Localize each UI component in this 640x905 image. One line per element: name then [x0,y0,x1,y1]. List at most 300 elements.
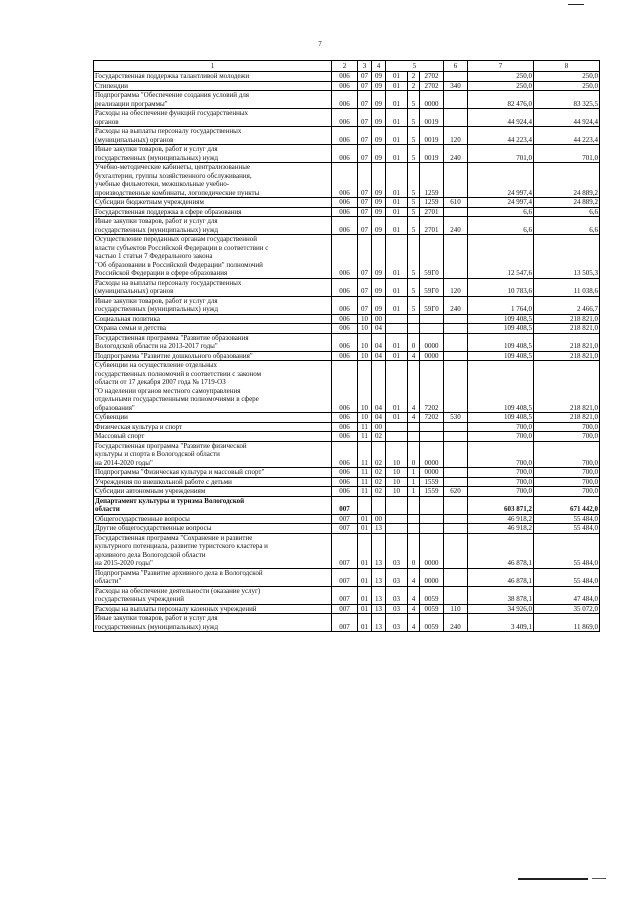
table-row [94,422,600,432]
row-cell-c5b: 1 [408,468,420,478]
row-cell-c4: 04 [372,361,386,413]
row-name-cell: Субвенции на осуществление отдельных государственных полномочий в соответствии с законом области от 17 декабря 2007 года № 1719-ОЗ "О наделении органов местного самоуправления отдельными государственными полномочиями в сфере образования" [94,361,332,413]
row-cell-c5c [420,422,444,432]
row-cell-c8: 218 821,0 [534,361,600,413]
table-row [94,324,600,334]
row-cell-c8: 55 484,0 [534,533,600,568]
table-row [94,361,600,413]
row-cell-c7: 44 223,4 [468,127,534,145]
row-cell-c3: 11 [358,432,372,442]
row-cell-c7: 109 408,5 [468,413,534,423]
row-cell-c5c: 0059 [420,586,444,604]
row-cell-c6: 530 [444,413,468,423]
row-cell-c4: 13 [372,586,386,604]
row-cell-c8: 700,0 [534,477,600,487]
row-cell-c3: 01 [358,524,372,534]
row-cell-c4: 13 [372,614,386,632]
row-cell-c5b: 5 [408,163,420,198]
row-cell-c5a: 01 [386,296,408,314]
row-cell-c3: 07 [358,163,372,198]
row-cell-c7: 700,0 [468,477,534,487]
row-cell-c7: 700,0 [468,468,534,478]
row-name-cell: Другие общегосударственные вопросы [94,524,332,534]
table-row [94,198,600,208]
row-cell-c6 [444,333,468,351]
row-cell-c7: 24 997,4 [468,163,534,198]
row-cell-c5b [408,432,420,442]
row-cell-c3: 01 [358,586,372,604]
row-cell-c7: 109 408,5 [468,333,534,351]
row-cell-c8: 6,6 [534,207,600,217]
row-cell-c5a [386,422,408,432]
row-cell-c6 [444,468,468,478]
row-cell-c4: 09 [372,296,386,314]
row-cell-c5c: 7202 [420,361,444,413]
row-cell-c3: 07 [358,235,372,279]
row-cell-c6 [444,207,468,217]
row-cell-c4: 09 [372,217,386,235]
row-cell-c7: 6,6 [468,217,534,235]
table-row [94,278,600,296]
row-cell-c2: 006 [332,207,358,217]
row-cell-c3: 11 [358,487,372,497]
row-cell-c5c: 0019 [420,127,444,145]
row-name-cell: Государственная программа "Развитие физической культуры и спорта в Вологодской области на 2014-2020 годы" [94,441,332,468]
row-cell-c5b [408,422,420,432]
row-name-cell: Массовый спорт [94,432,332,442]
row-cell-c5c: 7202 [420,413,444,423]
header-cell-8: 8 [534,61,600,72]
row-cell-c3: 01 [358,614,372,632]
row-cell-c5c [420,432,444,442]
row-cell-c5b: 4 [408,413,420,423]
row-cell-c6: 120 [444,278,468,296]
row-cell-c5b: 5 [408,127,420,145]
row-cell-c2: 006 [332,432,358,442]
row-cell-c6: 240 [444,145,468,163]
row-cell-c8: 55 484,0 [534,568,600,586]
row-cell-c6 [444,163,468,198]
row-cell-c5c: 0000 [420,568,444,586]
row-cell-c2: 006 [332,81,358,91]
row-cell-c6 [444,91,468,109]
table-row [94,586,600,604]
row-cell-c8: 44 223,4 [534,127,600,145]
row-cell-c6 [444,441,468,468]
row-cell-c5b [408,524,420,534]
row-cell-c7: 82 476,0 [468,91,534,109]
header-cell-2: 2 [332,61,358,72]
row-cell-c5a: 01 [386,351,408,361]
row-cell-c3: 11 [358,477,372,487]
row-cell-c5a [386,432,408,442]
row-cell-c8: 24 889,2 [534,163,600,198]
row-name-cell: Государственная программа "Развитие образования Вологодской области на 2013-2017 годы" [94,333,332,351]
table-row [94,91,600,109]
table-row [94,351,600,361]
row-cell-c7: 109 408,5 [468,314,534,324]
row-cell-c7: 250,0 [468,81,534,91]
row-cell-c5c: 0059 [420,604,444,614]
row-cell-c3: 10 [358,361,372,413]
row-cell-c8: 700,0 [534,422,600,432]
row-cell-c2: 006 [332,278,358,296]
row-cell-c5b: 4 [408,351,420,361]
row-cell-c2: 006 [332,145,358,163]
row-name-cell: Физическая культура и спорт [94,422,332,432]
row-cell-c4 [372,496,386,514]
row-cell-c5b [408,324,420,334]
row-cell-c5c: 0019 [420,109,444,127]
row-cell-c5c: 2702 [420,81,444,91]
row-cell-c5b: 2 [408,81,420,91]
row-cell-c3: 07 [358,145,372,163]
row-cell-c2: 007 [332,533,358,568]
row-cell-c6 [444,514,468,524]
bottom-mark [518,878,588,880]
row-cell-c5b: 0 [408,333,420,351]
row-cell-c5c: 59Г0 [420,278,444,296]
row-cell-c5b: 5 [408,109,420,127]
row-cell-c5c: 0000 [420,468,444,478]
row-name-cell: Государственная поддержка талантливой молодежи [94,72,332,82]
row-cell-c3: 07 [358,81,372,91]
row-cell-c5a: 01 [386,127,408,145]
row-cell-c7: 701,0 [468,145,534,163]
row-cell-c8: 250,0 [534,81,600,91]
row-cell-c4: 09 [372,207,386,217]
row-cell-c4: 00 [372,314,386,324]
row-cell-c3: 10 [358,413,372,423]
row-cell-c6 [444,496,468,514]
row-cell-c6: 340 [444,81,468,91]
table-row [94,441,600,468]
row-cell-c5c [420,524,444,534]
row-cell-c8: 700,0 [534,432,600,442]
row-cell-c2: 006 [332,217,358,235]
row-cell-c8: 83 325,5 [534,91,600,109]
row-cell-c8: 700,0 [534,487,600,497]
row-cell-c6 [444,314,468,324]
row-name-cell: Подпрограмма "Обеспечение создания условий для реализации программы" [94,91,332,109]
row-name-cell: Субсидии автономным учреждениям [94,487,332,497]
row-cell-c8: 55 484,0 [534,524,600,534]
row-name-cell: Учреждения по внешкольной работе с детьми [94,477,332,487]
header-cell-4: 4 [372,61,386,72]
row-cell-c2: 006 [332,314,358,324]
row-cell-c4: 09 [372,81,386,91]
header-cell-3: 3 [358,61,372,72]
row-cell-c5b: 4 [408,586,420,604]
row-cell-c3: 01 [358,604,372,614]
row-cell-c5a: 01 [386,217,408,235]
row-cell-c7: 109 408,5 [468,324,534,334]
header-cell-7: 7 [468,61,534,72]
row-cell-c7: 109 408,5 [468,361,534,413]
row-cell-c6 [444,361,468,413]
row-cell-c4: 09 [372,163,386,198]
row-name-cell: Охрана семьи и детства [94,324,332,334]
row-cell-c5b [408,514,420,524]
row-cell-c6 [444,477,468,487]
table-row [94,72,600,82]
row-cell-c5a: 03 [386,586,408,604]
table-row [94,145,600,163]
row-cell-c5a: 01 [386,361,408,413]
row-cell-c5c: 1259 [420,198,444,208]
row-cell-c5a: 03 [386,568,408,586]
row-name-cell: Стипендии [94,81,332,91]
row-name-cell: Социальная политика [94,314,332,324]
table-body [94,61,600,632]
row-cell-c5a: 03 [386,614,408,632]
header-cell-5: 5 [386,61,444,72]
row-cell-c2: 006 [332,422,358,432]
row-name-cell: Подпрограмма "Физическая культура и массовый спорт" [94,468,332,478]
row-cell-c5a [386,314,408,324]
row-cell-c5c: 0000 [420,441,444,468]
row-cell-c6 [444,109,468,127]
row-cell-c4: 04 [372,333,386,351]
row-cell-c5a: 10 [386,468,408,478]
row-cell-c4: 09 [372,278,386,296]
row-cell-c8: 44 924,4 [534,109,600,127]
header-row [94,61,600,72]
row-cell-c3: 01 [358,568,372,586]
row-cell-c4: 02 [372,477,386,487]
table-row [94,413,600,423]
row-cell-c2: 006 [332,127,358,145]
row-cell-c4: 04 [372,324,386,334]
row-cell-c2: 006 [332,163,358,198]
row-cell-c4: 09 [372,127,386,145]
row-cell-c5a: 01 [386,163,408,198]
row-cell-c2: 006 [332,413,358,423]
row-cell-c5b: 4 [408,361,420,413]
row-name-cell: Подпрограмма "Развитие дошкольного образования" [94,351,332,361]
row-name-cell: Расходы на обеспечение функций государственных органов [94,109,332,127]
table-row [94,477,600,487]
row-cell-c6 [444,351,468,361]
row-cell-c4: 13 [372,524,386,534]
row-cell-c5b: 1 [408,487,420,497]
row-cell-c8: 6,6 [534,217,600,235]
row-cell-c7: 34 926,0 [468,604,534,614]
row-cell-c5c: 1559 [420,487,444,497]
row-cell-c2: 006 [332,235,358,279]
row-name-cell: Государственная программа "Сохранение и развитие культурного потенциала, развитие туристского кластера и архивного дела Вологодской области на 2015-2020 годы" [94,533,332,568]
row-name-cell: Субвенции [94,413,332,423]
row-cell-c3: 07 [358,217,372,235]
row-cell-c4: 09 [372,72,386,82]
row-cell-c5c: 59Г0 [420,296,444,314]
row-cell-c7: 6,6 [468,207,534,217]
row-cell-c5c: 2701 [420,207,444,217]
row-cell-c5c: 0000 [420,351,444,361]
row-cell-c5a: 03 [386,533,408,568]
row-cell-c6: 610 [444,198,468,208]
row-cell-c6 [444,533,468,568]
row-cell-c4: 13 [372,604,386,614]
row-cell-c3: 07 [358,198,372,208]
row-cell-c4: 00 [372,422,386,432]
row-cell-c5c: 0000 [420,333,444,351]
row-cell-c3: 07 [358,91,372,109]
row-cell-c2: 006 [332,109,358,127]
row-name-cell: Подпрограмма "Развитие архивного дела в Вологодской области" [94,568,332,586]
table-row [94,524,600,534]
row-cell-c5a [386,524,408,534]
row-cell-c7: 250,0 [468,72,534,82]
budget-table [93,60,600,632]
row-cell-c5b: 5 [408,296,420,314]
row-cell-c5c [420,514,444,524]
row-cell-c2: 007 [332,568,358,586]
table-row [94,235,600,279]
row-cell-c6: 240 [444,614,468,632]
row-cell-c6 [444,432,468,442]
row-cell-c5b: 0 [408,533,420,568]
table-row [94,314,600,324]
row-cell-c6 [444,72,468,82]
table-row [94,163,600,198]
row-cell-c2: 006 [332,296,358,314]
row-cell-c3: 07 [358,207,372,217]
table-row [94,296,600,314]
row-cell-c4: 09 [372,198,386,208]
row-cell-c5a: 10 [386,477,408,487]
row-cell-c4: 00 [372,514,386,524]
row-cell-c5c: 1259 [420,163,444,198]
row-cell-c2: 006 [332,333,358,351]
row-cell-c5b: 4 [408,614,420,632]
row-cell-c2: 006 [332,441,358,468]
top-mark [568,4,584,5]
row-name-cell: Субсидии бюджетным учреждениям [94,198,332,208]
row-cell-c7: 3 409,1 [468,614,534,632]
bottom-mark-small [592,878,606,879]
row-cell-c5c: 0000 [420,91,444,109]
row-cell-c3: 11 [358,422,372,432]
row-cell-c5c: 59Г0 [420,235,444,279]
row-cell-c7: 46 878,1 [468,568,534,586]
row-cell-c8: 11 869,0 [534,614,600,632]
row-cell-c6: 620 [444,487,468,497]
row-cell-c4: 09 [372,109,386,127]
row-cell-c6 [444,568,468,586]
row-cell-c5a: 01 [386,109,408,127]
table-row [94,109,600,127]
row-cell-c5a: 01 [386,72,408,82]
row-cell-c3: 07 [358,127,372,145]
row-cell-c3: 01 [358,533,372,568]
row-cell-c7: 46 918,2 [468,514,534,524]
row-cell-c8: 55 484,0 [534,514,600,524]
row-name-cell: Иные закупки товаров, работ и услуг для государственных (муниципальных) нужд [94,614,332,632]
row-cell-c4: 04 [372,351,386,361]
row-cell-c8: 700,0 [534,441,600,468]
row-name-cell: Расходы на выплаты персоналу государственных (муниципальных) органов [94,278,332,296]
row-cell-c4: 02 [372,441,386,468]
row-cell-c7: 603 871,2 [468,496,534,514]
header-cell-1: 1 [94,61,332,72]
row-cell-c5b: 5 [408,91,420,109]
row-cell-c3: 10 [358,324,372,334]
row-cell-c3: 10 [358,333,372,351]
row-cell-c3 [358,496,372,514]
table-row [94,487,600,497]
row-cell-c4: 02 [372,487,386,497]
row-cell-c4: 13 [372,533,386,568]
table-row [94,614,600,632]
row-cell-c5a: 01 [386,413,408,423]
row-cell-c5b: 5 [408,145,420,163]
row-cell-c7: 44 924,4 [468,109,534,127]
row-cell-c3: 11 [358,468,372,478]
row-cell-c8: 218 821,0 [534,413,600,423]
row-cell-c4: 09 [372,91,386,109]
row-cell-c7: 700,0 [468,422,534,432]
row-cell-c8: 700,0 [534,468,600,478]
row-name-cell: Расходы на выплаты персоналу казенных учреждений [94,604,332,614]
row-cell-c6: 120 [444,127,468,145]
table-row [94,496,600,514]
table-row [94,127,600,145]
row-cell-c3: 11 [358,441,372,468]
row-cell-c5a: 03 [386,604,408,614]
row-cell-c5a [386,514,408,524]
row-cell-c2: 007 [332,524,358,534]
row-cell-c2: 007 [332,514,358,524]
row-cell-c5c [420,314,444,324]
row-cell-c5b: 5 [408,278,420,296]
row-cell-c7: 700,0 [468,487,534,497]
table-row [94,333,600,351]
row-name-cell: Расходы на выплаты персоналу государственных (муниципальных) органов [94,127,332,145]
row-cell-c2: 006 [332,351,358,361]
row-cell-c5b: 0 [408,441,420,468]
row-cell-c5b: 4 [408,604,420,614]
row-cell-c5c [420,324,444,334]
row-cell-c8: 47 484,0 [534,586,600,604]
row-cell-c5a [386,496,408,514]
row-cell-c5c: 1559 [420,477,444,487]
row-cell-c8: 218 821,0 [534,351,600,361]
row-cell-c3: 07 [358,278,372,296]
row-cell-c5b: 1 [408,477,420,487]
row-cell-c8: 671 442,0 [534,496,600,514]
row-cell-c7: 700,0 [468,432,534,442]
row-cell-c5c: 0019 [420,145,444,163]
row-cell-c8: 218 821,0 [534,314,600,324]
row-cell-c3: 07 [358,72,372,82]
row-cell-c8: 218 821,0 [534,324,600,334]
row-cell-c2: 006 [332,91,358,109]
table-row [94,81,600,91]
row-name-cell: Департамент культуры и туризма Вологодской области [94,496,332,514]
row-cell-c7: 12 547,6 [468,235,534,279]
row-cell-c6 [444,586,468,604]
row-cell-c5b: 5 [408,217,420,235]
row-cell-c2: 006 [332,72,358,82]
row-cell-c7: 46 918,2 [468,524,534,534]
row-cell-c5a: 01 [386,207,408,217]
row-cell-c2: 006 [332,487,358,497]
row-cell-c7: 38 878,1 [468,586,534,604]
row-name-cell: Общегосударственные вопросы [94,514,332,524]
row-cell-c8: 218 821,0 [534,333,600,351]
row-cell-c8: 35 072,0 [534,604,600,614]
